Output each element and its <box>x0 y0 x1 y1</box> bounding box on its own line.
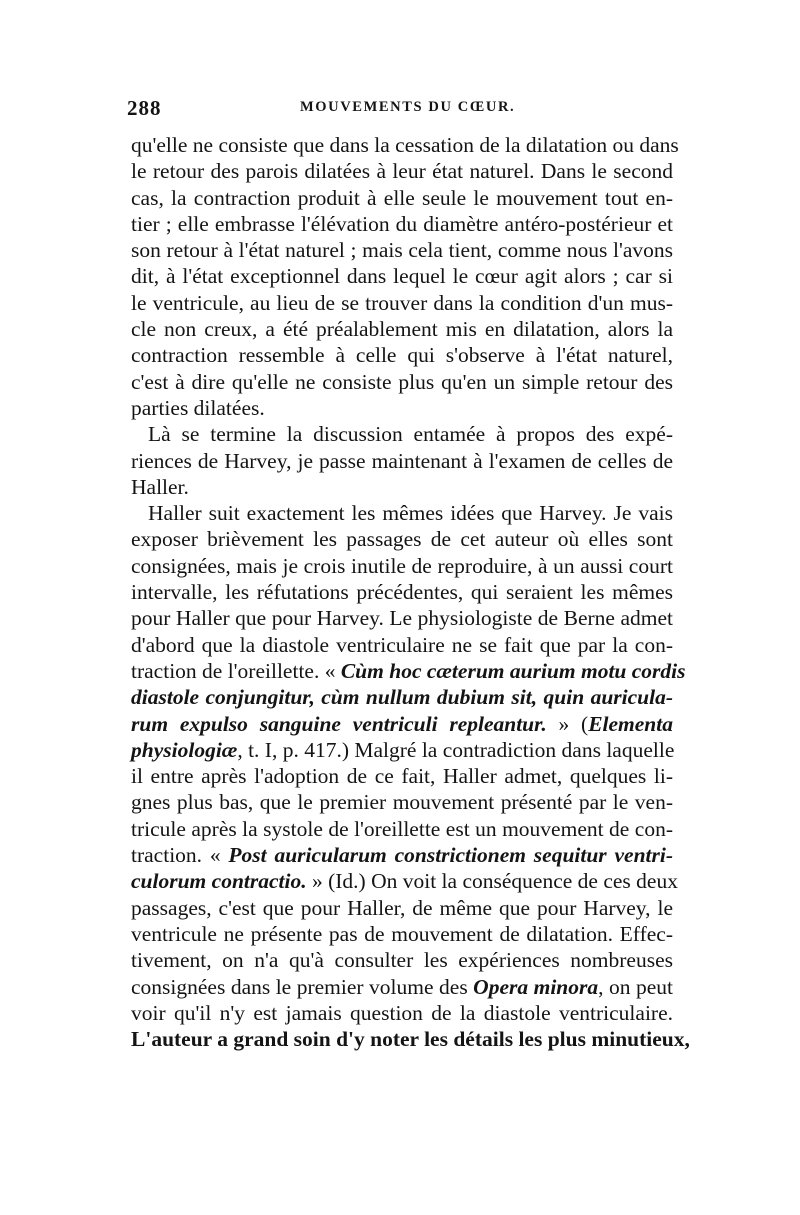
text-line <box>131 1026 690 1052</box>
text-line <box>131 974 673 1000</box>
text-line <box>131 553 673 579</box>
text-line <box>131 789 673 815</box>
text-line <box>131 579 673 605</box>
text-segment: consignées dans le premier volume des <box>131 974 474 999</box>
text-segment: son retour à l'état naturel ; mais cela tient, comme nous l'avons <box>131 238 673 263</box>
text-segment: Là se termine la discussion entamée à propos des expé- <box>148 422 673 447</box>
text-segment: Haller suit exactement les mêmes idées que Harvey. Je vais <box>148 501 673 526</box>
text-line <box>131 369 673 395</box>
italic-latin-text: Post auricularum constrictionem sequitur ventri- <box>228 843 674 868</box>
italic-latin-text: Elementa <box>588 711 673 736</box>
text-line <box>131 263 673 289</box>
text-line <box>131 895 673 921</box>
text-segment: gnes plus bas, que le premier mouvement présenté par le ven- <box>131 790 673 815</box>
italic-latin-text: Opera minora <box>473 974 599 999</box>
text-line <box>131 947 673 973</box>
text-line <box>131 1000 673 1026</box>
text-segment: dit, à l'état exceptionnel dans lequel le cœur agit alors ; car si <box>131 264 673 289</box>
text-line <box>131 632 673 658</box>
text-line <box>131 921 673 947</box>
text-line <box>131 237 673 263</box>
text-line <box>131 132 679 158</box>
text-segment: c'est à dire qu'elle ne consiste plus qu'en un simple retour des <box>131 369 673 394</box>
text-line <box>131 421 673 447</box>
text-line <box>131 185 673 211</box>
text-segment: passages, c'est que pour Haller, de même que pour Harvey, le <box>131 895 673 920</box>
running-title: MOUVEMENTS DU CŒUR. <box>300 99 516 115</box>
text-line <box>131 605 673 631</box>
text-line <box>131 395 673 421</box>
text-segment: voir qu'il n'y est jamais question de la diastole ventriculaire. <box>131 1000 673 1025</box>
text-segment: L'auteur a grand soin d'y noter les détails les plus minutieux, <box>131 1027 690 1052</box>
text-segment: contraction ressemble à celle qui s'observe à l'état naturel, <box>131 343 673 368</box>
text-line <box>131 842 673 868</box>
text-segment: traction de l'oreillette. « <box>131 658 341 683</box>
text-line <box>131 211 673 237</box>
text-segment: consignées, mais je crois inutile de reproduire, à un aussi court <box>131 553 673 578</box>
text-segment: tier ; elle embrasse l'élévation du diamètre antéro-postérieur et <box>131 211 673 236</box>
text-segment: il entre après l'adoption de ce fait, Haller admet, quelques li- <box>131 764 673 789</box>
text-line <box>131 290 673 316</box>
text-segment: intervalle, les réfutations précédentes, qui seraient les mêmes <box>131 580 673 605</box>
text-segment: exposer brièvement les passages de cet auteur où elles sont <box>131 527 673 552</box>
text-segment: » (Id.) On voit la conséquence de ces deux <box>306 869 678 894</box>
text-segment: tivement, on n'a qu'à consulter les expériences nombreuses <box>131 948 673 973</box>
text-line <box>131 816 673 842</box>
text-line <box>131 526 673 552</box>
text-line <box>131 316 673 342</box>
italic-latin-text: Cùm hoc cæterum aurium motu cordis <box>340 658 686 683</box>
text-line <box>131 737 673 763</box>
italic-latin-text: rum expulso sanguine ventriculi repleantur. <box>131 711 547 736</box>
text-segment: parties dilatées. <box>131 395 265 420</box>
page-number: 288 <box>127 96 162 120</box>
text-segment: le retour des parois dilatées à leur état naturel. Dans le second <box>131 159 673 184</box>
text-line <box>131 763 673 789</box>
text-line <box>131 500 673 526</box>
text-segment: Haller. <box>131 474 189 499</box>
text-line <box>131 158 673 184</box>
text-segment: d'abord que la diastole ventriculaire ne se fait que par la con- <box>131 632 673 657</box>
text-segment: cle non creux, a été préalablement mis en dilatation, alors la <box>131 317 673 342</box>
text-segment: tricule après la systole de l'oreillette est un mouvement de con- <box>131 816 673 841</box>
text-segment: qu'elle ne consiste que dans la cessation de la dilatation ou dans <box>131 133 679 157</box>
text-segment: , on peut <box>598 974 673 999</box>
text-segment: cas, la contraction produit à elle seule le mouvement tout en- <box>131 185 673 210</box>
text-segment: , t. I, p. 417.) Malgré la contradiction dans laquelle <box>237 737 675 762</box>
text-segment: le ventricule, au lieu de se trouver dans la condition d'un mus- <box>131 290 673 315</box>
text-segment: traction. « <box>131 843 229 868</box>
text-line <box>131 658 686 684</box>
text-line <box>131 448 673 474</box>
running-head <box>127 96 673 120</box>
text-segment: pour Haller que pour Harvey. Le physiologiste de Berne admet <box>131 606 673 631</box>
text-line <box>131 711 673 737</box>
text-segment: ventricule ne présente pas de mouvement de dilatation. Effec- <box>131 921 673 946</box>
text-line <box>131 684 673 710</box>
italic-latin-text: diastole conjungitur, cùm nullum dubium sit, quin auricula- <box>131 685 673 710</box>
body-text <box>131 132 690 1052</box>
text-line <box>131 868 678 894</box>
text-segment: riences de Harvey, je passe maintenant à l'examen de celles de <box>131 448 673 473</box>
italic-latin-text: culorum contractio. <box>131 869 307 894</box>
text-segment: » ( <box>546 711 589 736</box>
italic-latin-text: physiologiæ <box>131 737 238 762</box>
text-line <box>131 474 673 500</box>
text-line <box>131 342 673 368</box>
